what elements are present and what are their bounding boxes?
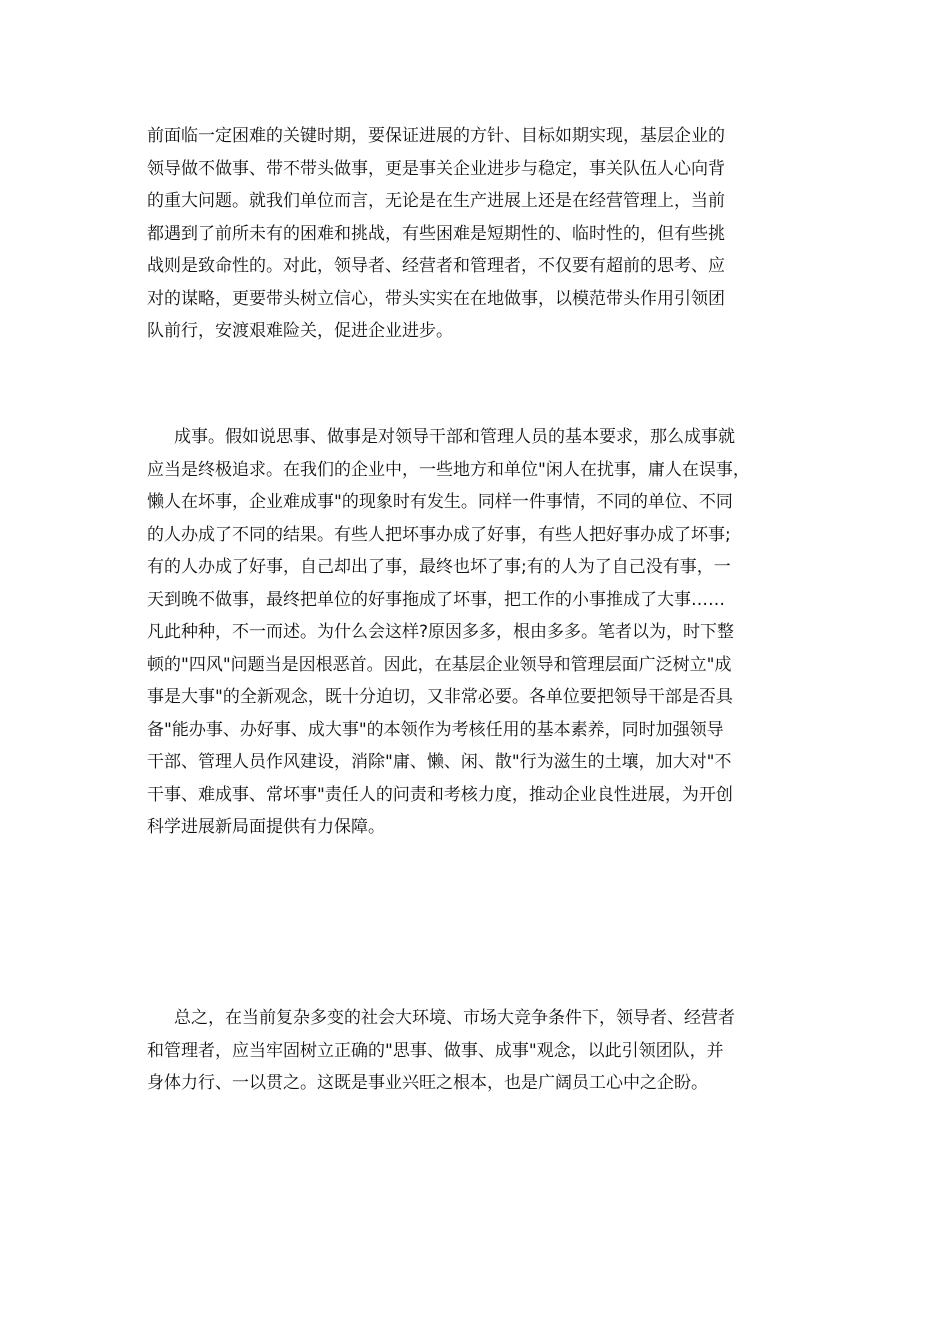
paragraph-3: [147, 1002, 827, 1100]
text-line: 战则是致命性的。对此，领导者、经营者和管理者，不仅要有超前的思考、应: [147, 256, 725, 276]
paragraph-2: [147, 421, 827, 844]
text-line: 都遇到了前所未有的困难和挑战，有些困难是短期性的、临时性的，但有些挑: [147, 223, 725, 244]
text-line: 成事。假如说思事、做事是对领导干部和管理人员的基本要求，那么成事就: [174, 427, 735, 447]
text-line: 对的谋略，更要带头树立信心，带头实实在在地做事，以模范带头作用引领团: [147, 288, 725, 309]
text-line: 凡此种种，不一而述。为什么会这样?原因多多，根由多多。笔者以为，时下整: [147, 622, 735, 642]
text-line: 有的人办成了好事，自己却出了事，最终也坏了事;有的人为了自己没有事，一: [147, 557, 731, 577]
text-line: 干事、难成事、常坏事"责任人的问责和考核力度，推动企业良性进展，为开创: [147, 784, 733, 805]
text-line: 备"能办事、办好事、成大事"的本领作为考核任用的基本素养，同时加强领导: [147, 719, 724, 740]
text-line: 前面临一定困难的关键时期，要保证进展的方针、目标如期实现，基层企业的: [147, 126, 725, 146]
text-line: 的人办成了不同的结果。有些人把坏事办成了好事，有些人把好事办成了坏事;: [147, 524, 731, 545]
text-line: 懒人在坏事，企业难成事"的现象时有发生。同样一件事情，不同的单位、不同: [147, 492, 733, 512]
text-line: 总之，在当前复杂多变的社会大环境、市场大竞争条件下，领导者、经营者: [174, 1008, 735, 1028]
text-line: 事是大事"的全新观念，既十分迫切，又非常必要。各单位要把领导干部是否具: [147, 687, 733, 707]
text-line: 和管理者，应当牢固树立正确的"思事、做事、成事"观念，以此引领团队，并: [147, 1040, 724, 1061]
text-line: 身体力行、一以贯之。这既是事业兴旺之根本，也是广阔员工心中之企盼。: [147, 1073, 708, 1093]
text-line: 领导做不做事、带不带头做事，更是事关企业进步与稳定，事关队伍人心向背: [147, 158, 725, 179]
text-line: 天到晚不做事，最终把单位的好事拖成了坏事，把工作的小事推成了大事……: [147, 589, 725, 610]
text-line: 队前行，安渡艰难险关，促进企业进步。: [147, 321, 453, 341]
text-line: 应当是终极追求。在我们的企业中，一些地方和单位"闲人在扰事，庸人在误事，: [147, 459, 750, 480]
text-line: 的重大问题。就我们单位而言，无论是在生产进展上还是在经营管理上，当前: [147, 191, 725, 211]
text-line: 干部、管理人员作风建设，消除"庸、懒、闲、散"行为滋生的土壤，加大对"不: [147, 752, 732, 772]
paragraph-1: [147, 120, 827, 348]
text-line: 科学进展新局面提供有力保障。: [147, 817, 385, 837]
text-line: 顿的"四风"问题当是因根恶首。因此，在基层企业领导和管理层面广泛树立"成: [147, 654, 732, 675]
